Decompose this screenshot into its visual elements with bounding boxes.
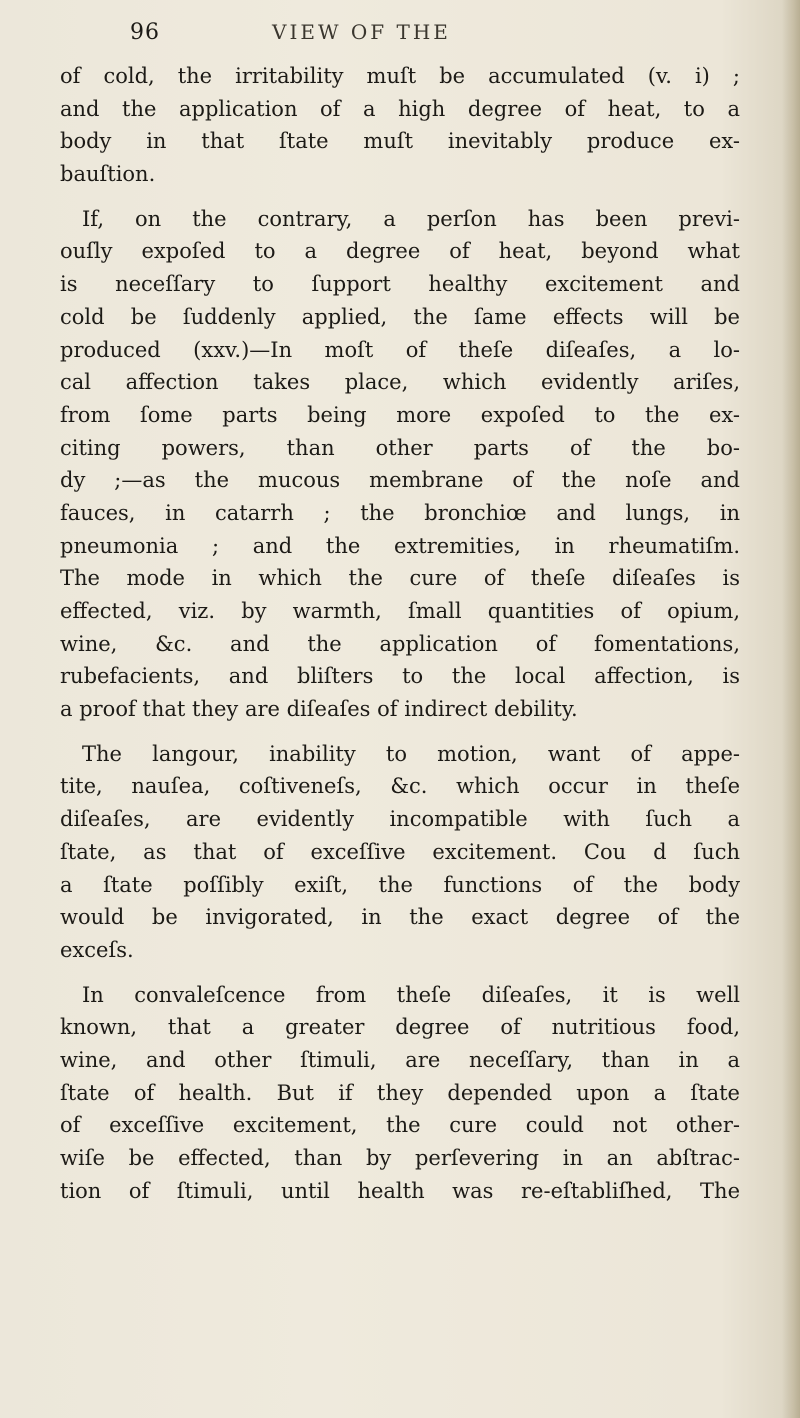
text-line: a ſtate poſſibly exiſt, the functions of the body xyxy=(60,872,740,897)
text-line: is neceſſary to ſupport healthy excitement and xyxy=(60,272,740,297)
text-line: pneumonia ; and the extremities, in rheumatiſm. xyxy=(60,533,740,558)
text-line: fauces, in catarrh ; the bronchiœ and lungs, in xyxy=(60,500,740,525)
text-line: effected, viz. by warmth, ſmall quantities of opium, xyxy=(60,599,740,623)
text-line: cal affection takes place, which evidently ariſes, xyxy=(60,370,740,395)
page-header xyxy=(130,20,670,50)
paragraph xyxy=(60,203,740,726)
text-line: bauſtion. xyxy=(60,162,156,187)
text-line: produced (xxv.)—In moſt of theſe diſeaſes, a lo- xyxy=(60,337,740,362)
text-line: wine, and other ſtimuli, are neceſſary, than in a xyxy=(60,1047,740,1072)
text-line: exceſs. xyxy=(60,937,134,962)
body-text xyxy=(60,60,740,1207)
text-line: cold be ſuddenly applied, the ſame effects will be xyxy=(60,304,740,329)
text-line: If, on the contrary, a perſon has been previ- xyxy=(82,206,740,231)
text-line: would be invigorated, in the exact degree of the xyxy=(60,905,740,930)
text-line: ſtate of health. But if they depended upon a ſtate xyxy=(60,1080,740,1105)
text-line: known, that a greater degree of nutritious food, xyxy=(60,1015,740,1040)
text-line: of cold, the irritability muſt be accumulated (v. i) ; xyxy=(60,64,740,88)
text-line: tion of ſtimuli, until health was re-eſtabliſhed, The xyxy=(60,1178,740,1203)
text-line: and the application of a high degree of heat, to a xyxy=(60,96,740,121)
paragraph xyxy=(60,979,740,1208)
text-line: citing powers, than other parts of the bo- xyxy=(60,435,740,460)
text-line: a proof that they are diſeaſes of indirect debility. xyxy=(60,697,578,722)
text-line: tite, nauſea, coſtiveneſs, &c. which occur in theſe xyxy=(60,774,740,799)
text-line: The langour, inability to motion, want of appe- xyxy=(82,741,740,766)
text-line: wine, &c. and the application of fomentations, xyxy=(60,631,740,656)
text-line: ſtate, as that of exceſſive excitement. Cou d ſuch xyxy=(60,839,740,864)
text-line: wiſe be effected, than by perſevering in an abſtrac- xyxy=(60,1146,740,1170)
page-number: 96 xyxy=(130,20,160,45)
text-line: from ſome parts being more expoſed to the ex- xyxy=(60,402,740,427)
text-line: In convaleſcence from theſe diſeaſes, it is well xyxy=(82,982,740,1007)
text-line: of exceſſive excitement, the cure could not other- xyxy=(60,1113,740,1138)
text-line: dy ;—as the mucous membrane of the noſe and xyxy=(60,468,740,493)
page-edge-shadow xyxy=(782,0,800,1418)
running-head: VIEW OF THE xyxy=(272,20,451,44)
paragraph xyxy=(60,60,740,191)
text-line: diſeaſes, are evidently incompatible with ſuch a xyxy=(60,807,740,832)
paragraph xyxy=(60,738,740,967)
text-line: rubefacients, and bliſters to the local affection, is xyxy=(60,664,740,689)
text-line: The mode in which the cure of theſe diſeaſes is xyxy=(60,566,740,591)
text-line: body in that ſtate muſt inevitably produce ex- xyxy=(60,129,740,154)
text-line: ouſly expoſed to a degree of heat, beyond what xyxy=(60,239,740,264)
